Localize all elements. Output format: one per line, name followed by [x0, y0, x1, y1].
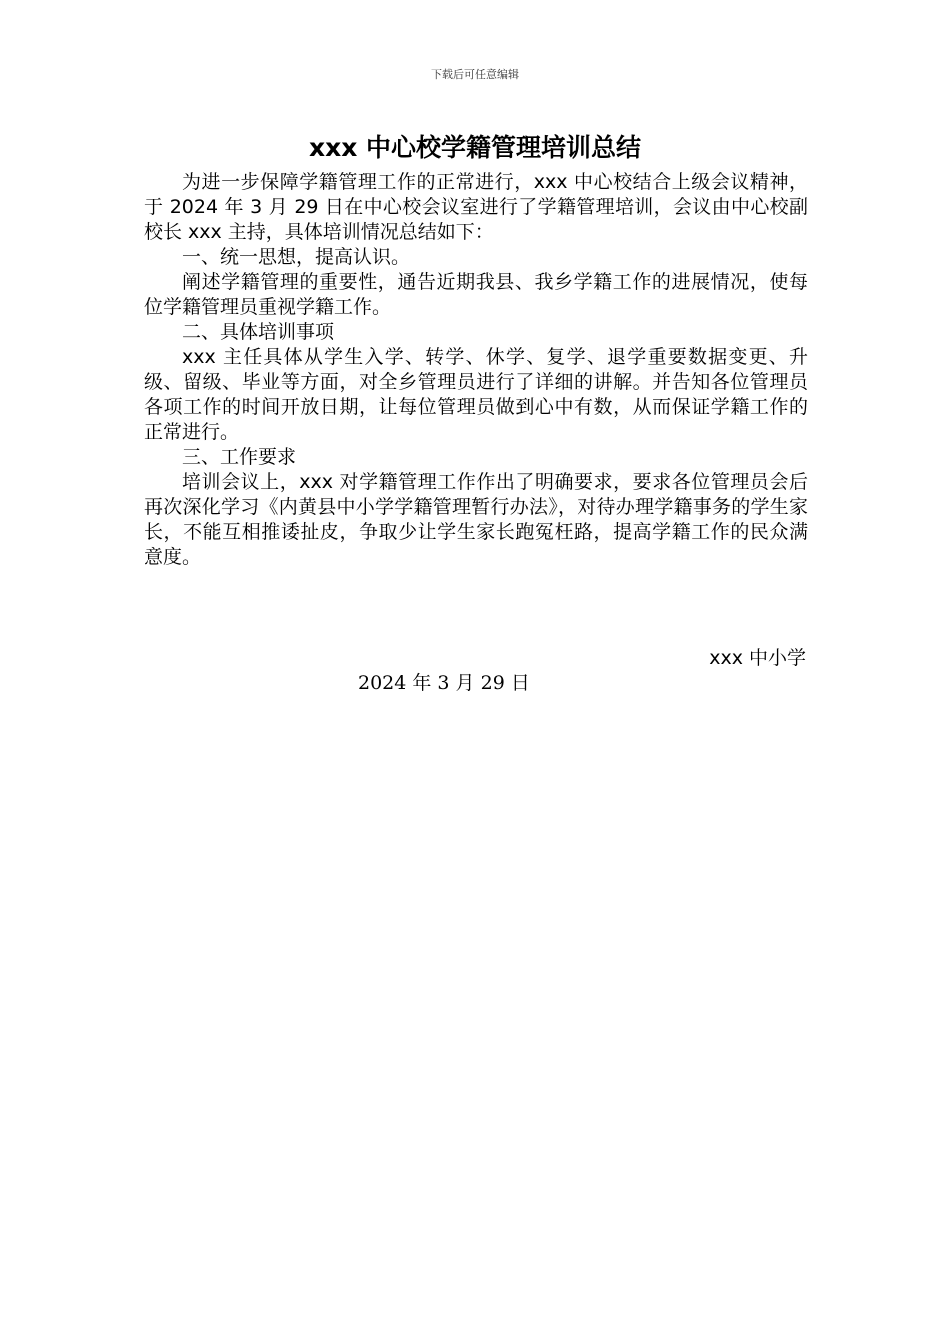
section-heading-3: 三、工作要求 [182, 446, 297, 468]
header-note: 下载后可任意编辑 [431, 68, 519, 81]
paragraph-section-1: 阐述学籍管理的重要性，通告近期我县、我乡学籍工作的进展情况，使每位学籍管理员重视学籍工作。 [144, 271, 808, 318]
paragraph-section-3: 培训会议上，xxx 对学籍管理工作作出了明确要求，要求各位管理员会后再次深化学习《内黄县中小学学籍管理暂行办法》，对待办理学籍事务的学生家长，不能互相推诿扯皮，争取少让学生家长跑冤枉路，提高学籍工作的民众满意度。 [144, 471, 808, 568]
section-heading-2: 二、具体培训事项 [182, 321, 335, 343]
document-title: xxx 中心校学籍管理培训总结 [308, 133, 642, 162]
paragraph-intro: 为进一步保障学籍管理工作的正常进行，xxx 中心校结合上级会议精神，于 2024 年 3 月 29 日在中心校会议室进行了学籍管理培训，会议由中心校副校长 xxx 主持，具体培训情况总结如下： [144, 171, 808, 243]
section-heading-1: 一、统一思想，提高认识。 [182, 246, 411, 268]
document-date: 2024 年 3 月 29 日 [358, 672, 530, 694]
signature: xxx 中小学 [709, 647, 806, 669]
paragraph-section-2: xxx 主任具体从学生入学、转学、休学、复学、退学重要数据变更、升级、留级、毕业等方面，对全乡管理员进行了详细的讲解。并告知各位管理员各项工作的时间开放日期，让每位管理员做到心中有数，从而保证学籍工作的正常进行。 [144, 346, 808, 443]
document-body [144, 170, 808, 570]
